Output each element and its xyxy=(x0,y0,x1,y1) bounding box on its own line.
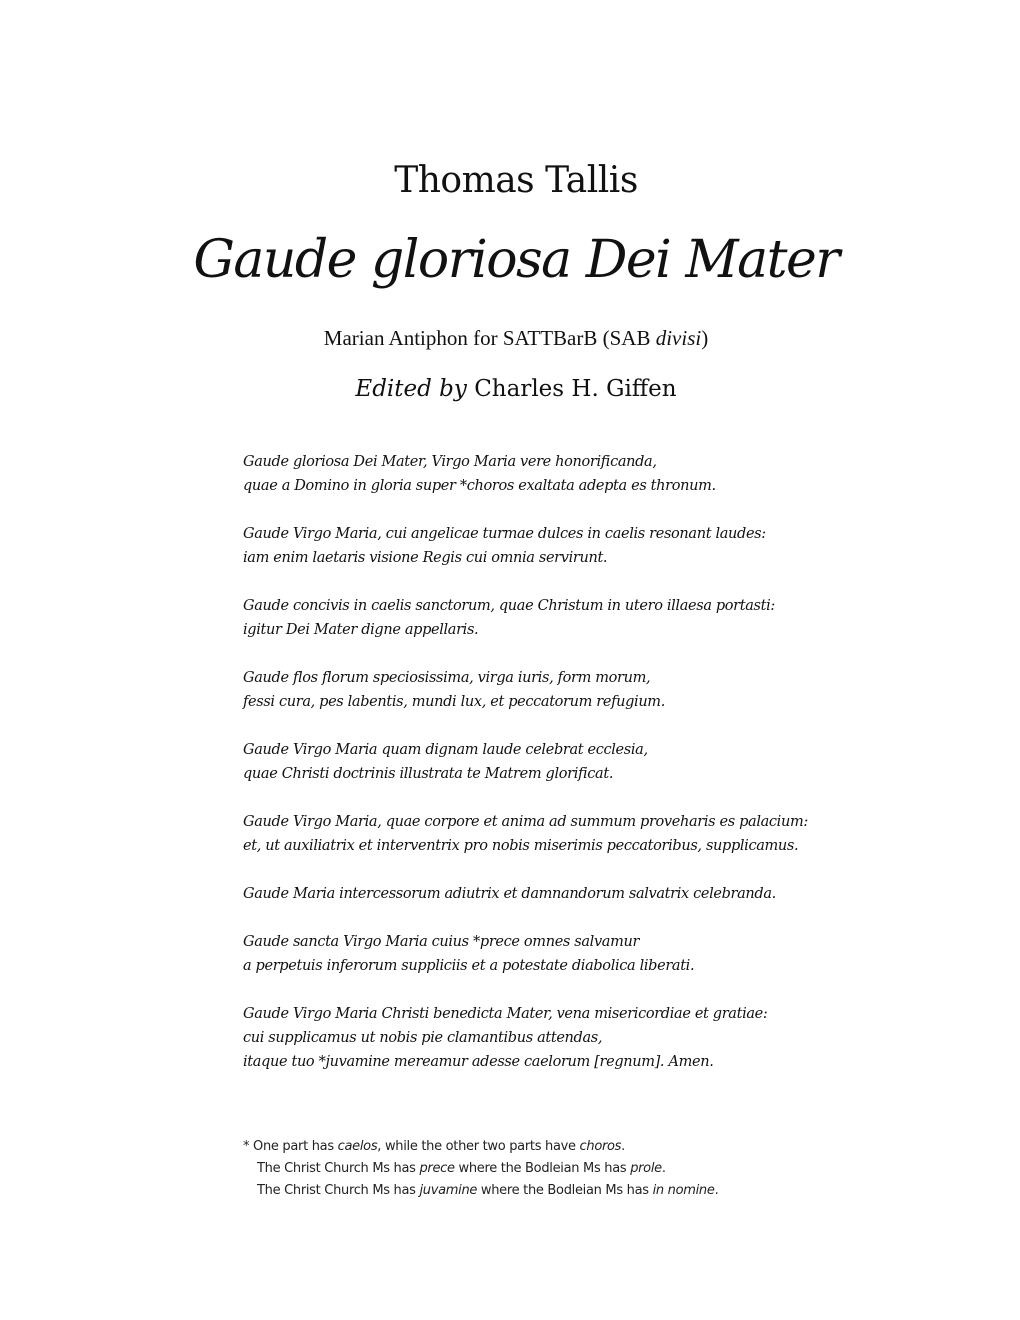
footnote-italic: in nomine xyxy=(652,1183,715,1198)
text-line: fessi cura, pes labentis, mundi lux, et peccatorum refugium. xyxy=(243,694,665,710)
footnote-italic: prece xyxy=(419,1161,455,1176)
footnote-text: . xyxy=(661,1161,666,1176)
footnote-text: . xyxy=(714,1183,719,1198)
text-line: Gaude Virgo Maria Christi benedicta Mater, vena misericordiae et gratiae: xyxy=(243,1006,768,1022)
footnote-italic: choros xyxy=(579,1139,622,1154)
subtitle-end: ) xyxy=(701,326,709,350)
footnote-text: where the Bodleian Ms has xyxy=(477,1183,653,1198)
text-line: Gaude flos florum speciosissima, virga iuris, form morum, xyxy=(243,670,651,686)
stanza xyxy=(243,666,883,714)
text-line: Gaude Maria intercessorum adiutrix et damnandorum salvatrix celebranda. xyxy=(243,886,776,902)
stanza xyxy=(243,594,883,642)
footnote-text: The Christ Church Ms has xyxy=(257,1161,420,1176)
text-line: quae a Domino in gloria super *choros exaltata adepta es thronum. xyxy=(243,478,716,494)
text-line: quae Christi doctrinis illustrata te Matrem glorificat. xyxy=(243,766,614,782)
footnote-text: . xyxy=(621,1139,625,1154)
stanza xyxy=(243,882,883,906)
footnote-text: * One part has xyxy=(243,1139,338,1154)
text-line: Gaude gloriosa Dei Mater, Virgo Maria vere honorificanda, xyxy=(243,454,657,470)
footnotes xyxy=(243,1136,883,1202)
editor-prefix: Edited by xyxy=(355,376,467,402)
footnote-text: The Christ Church Ms has xyxy=(257,1183,420,1198)
footnote-italic: caelos xyxy=(337,1139,378,1154)
text-line: iam enim laetaris visione Regis cui omnia servirunt. xyxy=(243,550,608,566)
editor-name: Charles H. Giffen xyxy=(466,376,677,402)
footnote xyxy=(243,1180,883,1202)
stanza xyxy=(243,810,883,858)
footnote-text: , while the other two parts have xyxy=(377,1139,580,1154)
stanza xyxy=(243,450,883,498)
stanza xyxy=(243,522,883,570)
text-line: a perpetuis inferorum suppliciis et a potestate diabolica liberati. xyxy=(243,958,695,974)
stanza xyxy=(243,738,883,786)
work-title: Gaude gloriosa Dei Mater xyxy=(193,230,839,290)
footnote xyxy=(243,1136,883,1158)
latin-text xyxy=(243,450,883,1098)
footnote-italic: prole xyxy=(630,1161,662,1176)
text-line: Gaude Virgo Maria quam dignam laude celebrat ecclesia, xyxy=(243,742,648,758)
text-line: Gaude sancta Virgo Maria cuius *prece omnes salvamur xyxy=(243,934,640,950)
text-line: Gaude Virgo Maria, quae corpore et anima ad summum proveharis es palacium: xyxy=(243,814,808,830)
stanza xyxy=(243,930,883,978)
subtitle-italic: divisi xyxy=(655,326,702,350)
composer-name: Thomas Tallis xyxy=(394,160,638,201)
text-line: itaque tuo *juvamine mereamur adesse caelorum [regnum]. Amen. xyxy=(243,1054,714,1070)
text-line: Gaude concivis in caelis sanctorum, quae Christum in utero illaesa portasti: xyxy=(243,598,775,614)
footnote xyxy=(243,1158,883,1180)
stanza xyxy=(243,1002,883,1074)
editor-credit xyxy=(0,376,1020,402)
text-line: et, ut auxiliatrix et interventrix pro nobis miserimis peccatoribus, supplicamus. xyxy=(243,838,799,854)
footnote-text: where the Bodleian Ms has xyxy=(454,1161,631,1176)
text-line: Gaude Virgo Maria, cui angelicae turmae dulces in caelis resonant laudes: xyxy=(243,526,766,542)
text-line: cui supplicamus ut nobis pie clamantibus attendas, xyxy=(243,1030,603,1046)
text-line: igitur Dei Mater digne appellaris. xyxy=(243,622,479,638)
footnote-italic: juvamine xyxy=(419,1183,478,1198)
subtitle xyxy=(0,326,1020,351)
subtitle-main: Marian Antiphon for SATTBarB (SAB xyxy=(323,326,656,350)
